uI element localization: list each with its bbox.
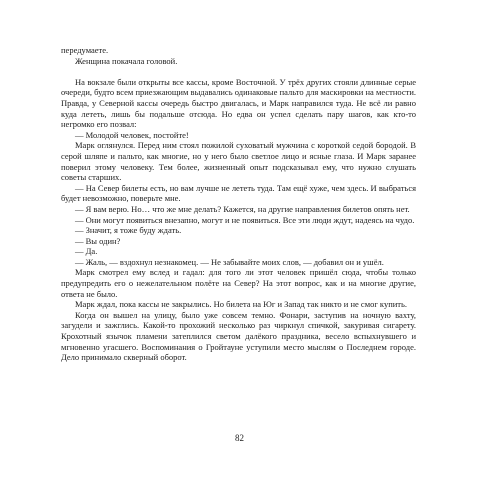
paragraph: — Жаль, — вздохнул незнакомец. — Не забывайте моих слов, — добавил он и ушёл. [75,256,384,267]
paragraph: Марк оглянулся. Перед ним стоял пожилой суховатый мужчина с короткой седой бородой. В серой шляпе и пальто, как многие, но у него было светлое лицо и ясные глаза. И Марк заранее поверил этому человеку. Тем более, жизненный опыт подсказывал ему, что нужно слушать советы старших. [61,140,416,183]
paragraph: — На Север билеты есть, но вам лучше не лететь туда. Там ещё хуже, чем здесь. И выбраться будет невозможно, поверьте мне. [61,182,416,204]
paragraph: передумаете. [61,45,109,55]
page-text [61,45,416,363]
paragraph: Когда он вышел на улицу, было уже совсем темно. Фонари, заступив на ночную вахту, загудели и зажглись. Какой-то прохожий несколько раз чиркнул спичкой, закуривая сигарету. Крохотный язычок пламени затеплился светом далёкого праздника, весело вспыхнувшего и мгновенно угасшего. Воспоминания о Гройтауне уступили место мыслям о Последнем городе. Дело принимало скверный оборот. [61,309,416,363]
page-number: 82 [235,433,244,443]
paragraph: Марк смотрел ему вслед и гадал: для того ли этот человек пришёл сюда, чтобы только предупредить его о нежелательном полёте на Север? На этот вопрос, как и на многие другие, ответа не было. [61,267,416,299]
paragraph: Марк ждал, пока кассы не закрылись. Но билета на Юг и Запад так никто и не смог купить. [75,299,408,310]
paragraph: Женщина покачала головой. [75,55,178,66]
paragraph: — Да. [75,246,98,257]
paragraph: — Я вам верю. Но… что же мне делать? Кажется, на другие направления билетов опять нет. [75,203,410,214]
paragraph: — Молодой человек, постойте! [75,129,189,140]
paragraph: — Значит, я тоже буду ждать. [75,225,182,236]
section-gap [61,66,416,77]
paragraph: — Вы один? [75,235,121,246]
paragraph: — Они могут появиться внезапно, могут и не появиться. Все эти люди ждут, надеясь на чудо. [75,214,415,225]
paragraph: На вокзале были открыты все кассы, кроме Восточной. У трёх других стояли длинные серые очереди, будто всем приезжающим выдавались одинаковые пальто для маскировки на местности. Правда, у Северной кассы очередь быстро двигалась, и Марк направился туда. Не всё ли равно куда лететь, лишь бы подальше отсюда. Но едва он успел сделать пару шагов, как кто-то негромко его позвал: [61,76,416,130]
